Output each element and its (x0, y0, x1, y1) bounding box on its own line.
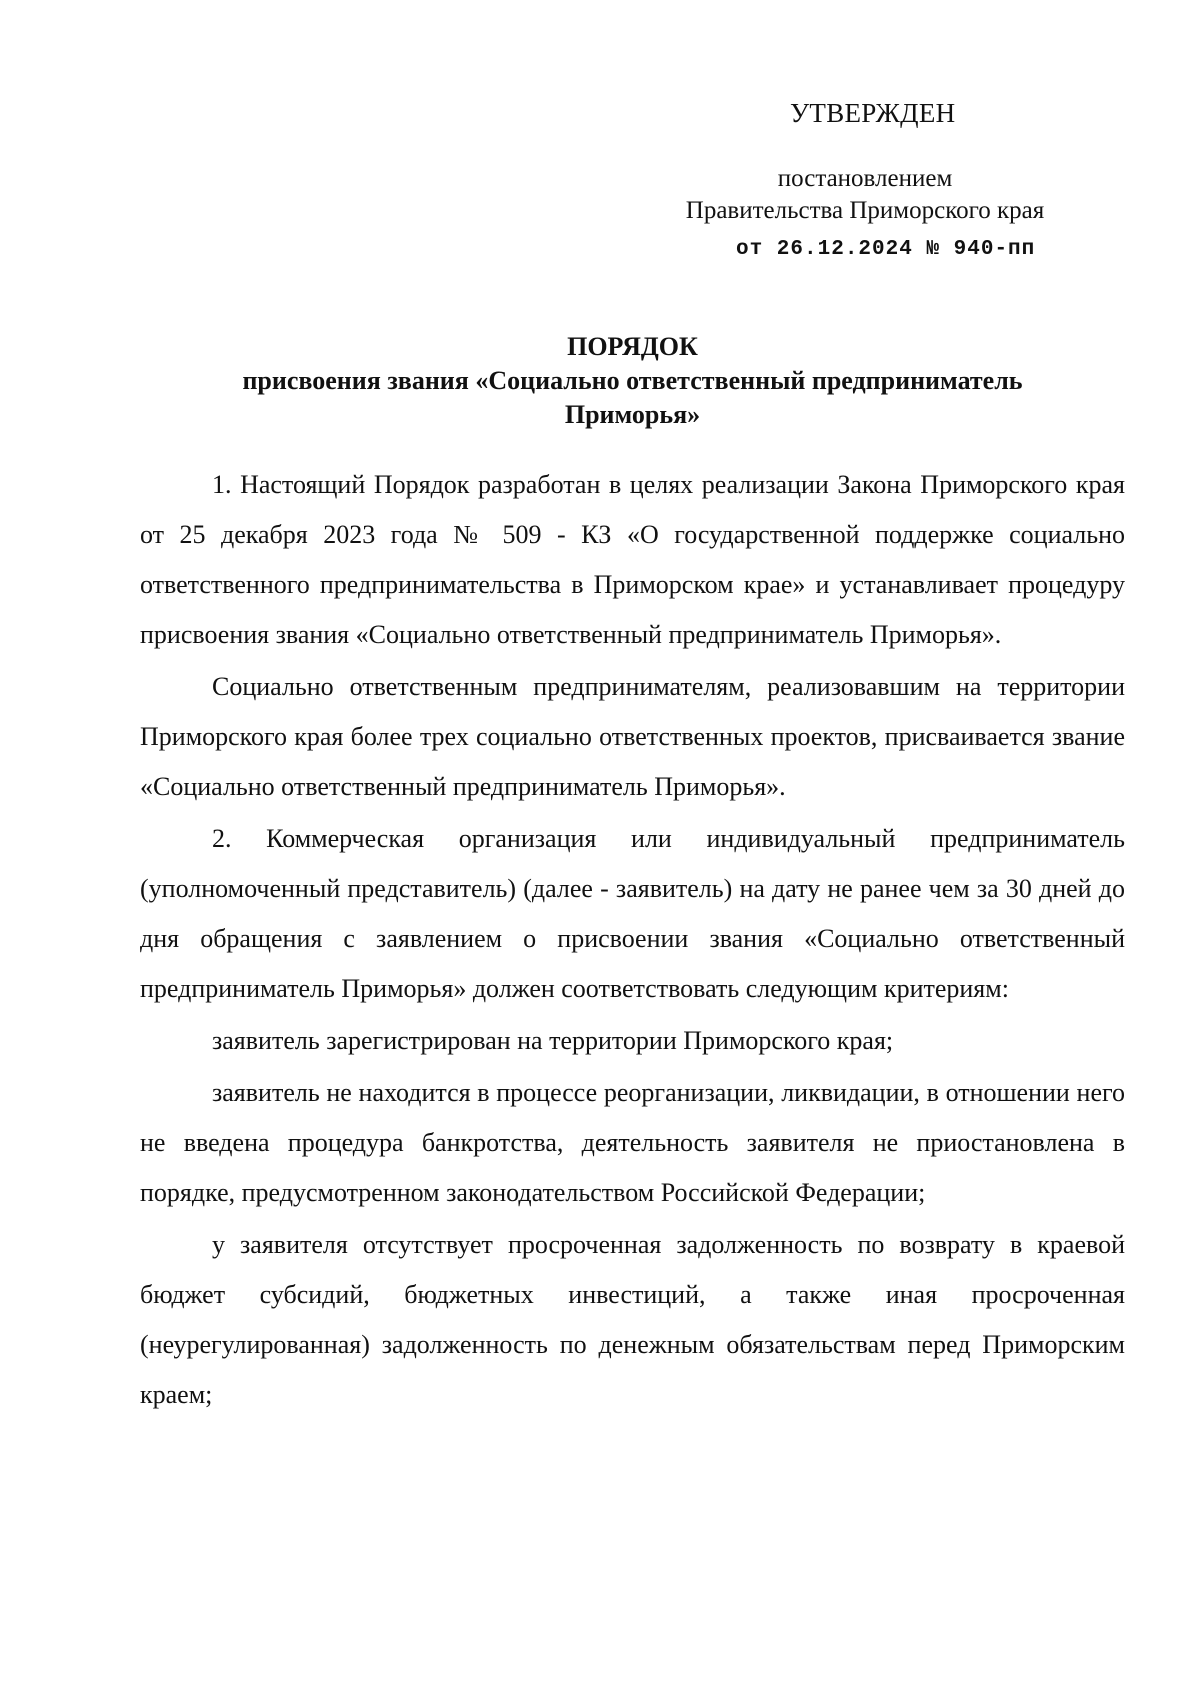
paragraph-5: заявитель не находится в процессе реорганизации, ликвидации, в отношении него не введена процедура банкротства, деятельность заявителя не приостановлена в порядке, предусмотренном законодательством Российской Федерации; (140, 1078, 1125, 1207)
approval-block (600, 163, 1130, 227)
document-heading (140, 330, 1125, 432)
approval-line-resolution: постановлением (777, 165, 953, 192)
paragraph-6: у заявителя отсутствует просроченная задолженность по возврату в краевой бюджет субсидий, бюджетных инвестиций, а также иная просроченная (неурегулированная) задолженность по денежным обязательствам перед Приморским краем; (140, 1230, 1125, 1409)
paragraph-1: 1. Настоящий Порядок разработан в целях реализации Закона Приморского края от 25 декабря 2023 года № 509 - КЗ «О государственной поддержке социально ответственного предпринимательства в Приморском крае» и устанавливает процедуру присвоения звания «Социально ответственный предприниматель Приморья». (140, 470, 1125, 649)
document-body (140, 460, 1125, 1420)
paragraph-2: Социально ответственным предпринимателям, реализовавшим на территории Приморского края более трех социально ответственных проектов, присваивается звание «Социально ответственный предприниматель Приморья». (140, 672, 1125, 801)
paragraph-4: заявитель зарегистрирован на территории Приморского края; (212, 1026, 894, 1055)
paragraph-3: 2. Коммерческая организация или индивидуальный предприниматель (уполномоченный представитель) (далее - заявитель) на дату не ранее чем за 30 дней до дня обращения с заявлением о присвоении звания «Социально ответственный предприниматель Приморья» должен соответствовать следующим критериям: (140, 824, 1125, 1003)
approval-title: УТВЕРЖДЕН (790, 98, 956, 128)
approval-line-government: Правительства Приморского края (685, 197, 1045, 224)
approval-date-stamp: от 26.12.2024 № 940-пп (736, 238, 1036, 261)
document-subtitle-line-2: Приморья» (564, 400, 701, 429)
document-title: ПОРЯДОК (567, 332, 698, 361)
document-subtitle-line-1: присвоения звания «Социально ответственный предприниматель (242, 366, 1023, 395)
